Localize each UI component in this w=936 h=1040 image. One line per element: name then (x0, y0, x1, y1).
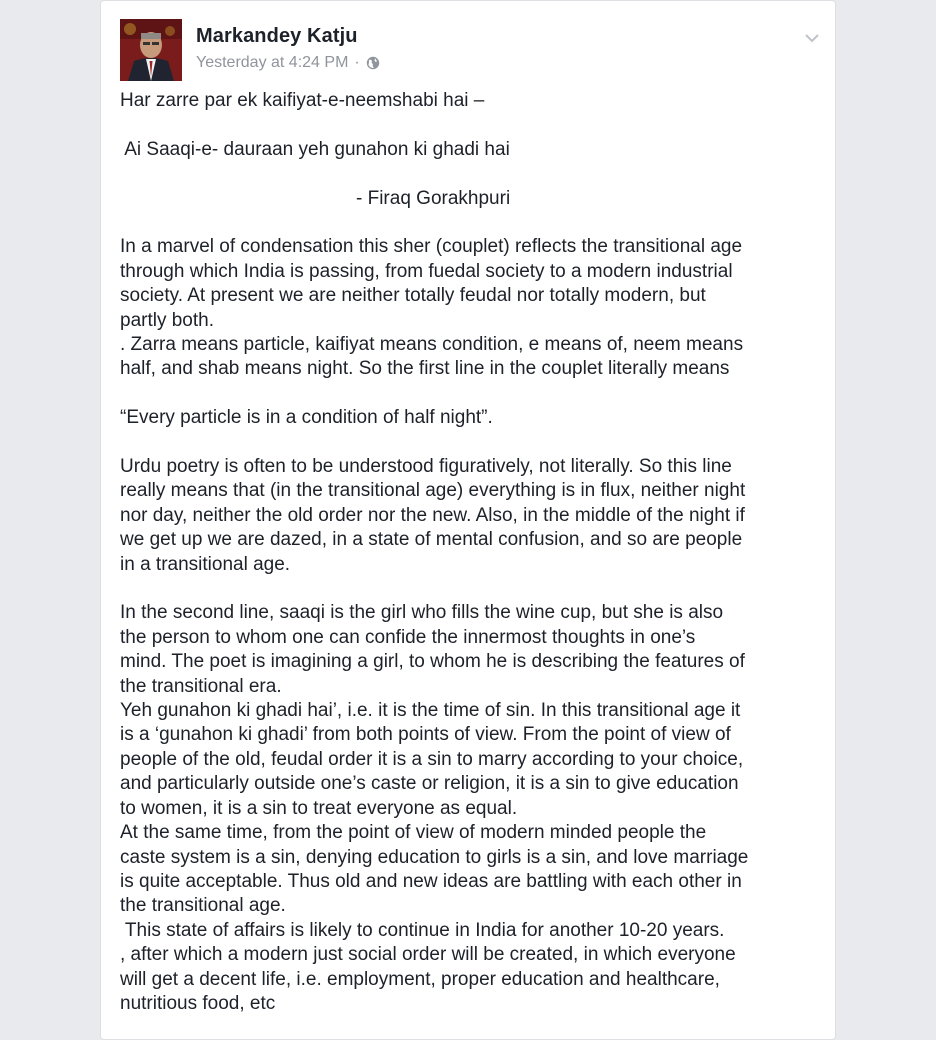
verse-line-2: Ai Saaqi-e- dauraan yeh gunahon ki ghadi hai (120, 138, 510, 160)
para3-line: will get a decent life, i.e. employment, proper education and healthcare, (120, 968, 720, 990)
para3-line: Yeh gunahon ki ghadi hai’, i.e. it is the time of sin. In this transitional age it (120, 700, 741, 722)
timestamp[interactable]: Yesterday at 4:24 PM (196, 54, 349, 71)
para1-line: through which India is passing, from fuedal society to a modern industrial (120, 260, 733, 282)
para3-line: caste system is a sin, denying education to girls is a sin, and love marriage (120, 846, 749, 868)
para3-line: is a ‘gunahon ki ghadi’ from both points of view. From the point of view of (120, 724, 731, 746)
para1-line: partly both. (120, 309, 214, 331)
para3-line: people of the old, feudal order it is a sin to marry according to your choice, (120, 748, 744, 770)
para3-line: , after which a modern just social order will be created, in which everyone (120, 944, 736, 966)
verse-line-1: Har zarre par ek kaifiyat-e-neemshabi hai – (120, 90, 485, 111)
para1-line: In a marvel of condensation this sher (couplet) reflects the transitional age (120, 236, 743, 258)
avatar-photo (120, 19, 182, 81)
post-meta (196, 54, 380, 72)
meta-separator: · (354, 54, 360, 71)
para3-line: mind. The poet is imagining a girl, to whom he is describing the features of (120, 651, 745, 673)
para3-line: and particularly outside one’s caste or religion, it is a sin to give education (120, 773, 739, 795)
para2-line: nor day, neither the old order nor the new. Also, in the middle of the night if (120, 504, 745, 526)
para1-line: society. At present we are neither totally feudal nor totally modern, but (120, 285, 706, 307)
post-header (120, 19, 825, 83)
para3-line: the transitional age. (120, 895, 286, 917)
para3-line: At the same time, from the point of view of modern minded people the (120, 822, 707, 844)
para3-line: In the second line, saaqi is the girl who fills the wine cup, but she is also (120, 602, 724, 624)
para3-line: the person to whom one can confide the innermost thoughts in one’s (120, 626, 696, 648)
para3-line: to women, it is a sin to treat everyone as equal. (120, 797, 518, 819)
quote: “Every particle is in a condition of half night”. (120, 407, 493, 429)
post-body (120, 89, 820, 1016)
avatar[interactable] (120, 19, 182, 81)
para1-line: half, and shab means night. So the first line in the couplet literally means (120, 358, 730, 380)
para3-line: nutritious food, etc (120, 992, 276, 1014)
para3-line: the transitional era. (120, 675, 282, 697)
post-card (100, 0, 836, 1040)
para3-line: This state of affairs is likely to continue in India for another 10-20 years. (120, 919, 725, 941)
verse-attribution: - Firaq Gorakhpuri (356, 187, 511, 209)
chevron-down-icon[interactable] (803, 29, 821, 47)
para2-line: really means that (in the transitional age) everything is in flux, neither night (120, 480, 746, 502)
para1-line: . Zarra means particle, kaifiyat means condition, e means of, neem means (120, 334, 744, 356)
para3-line: is quite acceptable. Thus old and new ideas are battling with each other in (120, 870, 742, 892)
para2-line: Urdu poetry is often to be understood figuratively, not literally. So this line (120, 456, 732, 478)
author-name[interactable]: Markandey Katju (196, 25, 358, 47)
globe-icon[interactable] (366, 56, 380, 70)
para2-line: we get up we are dazed, in a state of mental confusion, and so are people (120, 529, 743, 551)
para2-line: in a transitional age. (120, 553, 291, 575)
